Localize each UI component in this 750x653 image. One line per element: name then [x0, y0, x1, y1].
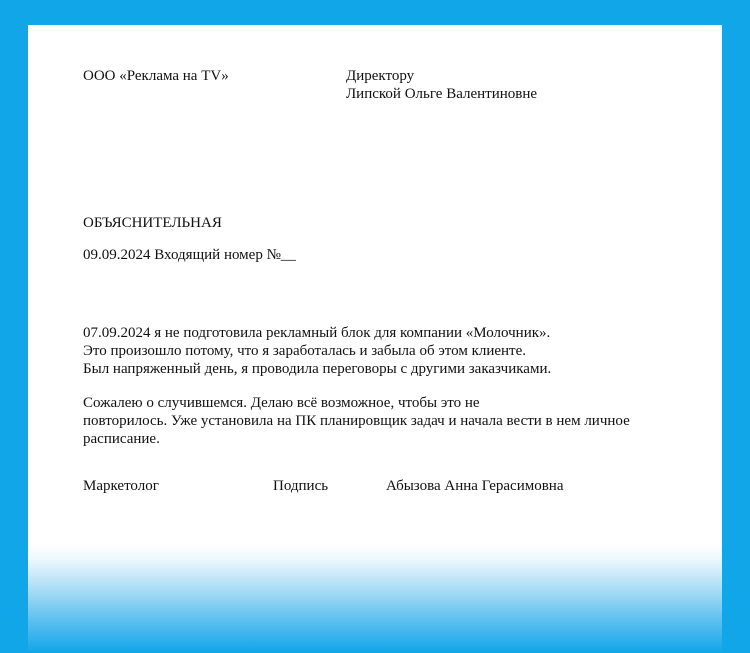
document-sheet [28, 25, 722, 653]
signature-label: Подпись [273, 478, 329, 494]
paragraph-line: Сожалею о случившемся. Делаю всё возможное, чтобы это не [83, 395, 480, 411]
signer-name: Абызова Анна Герасимовна [386, 478, 564, 494]
paragraph-line: 07.09.2024 я не подготовила рекламный блок для компании «Молочник». [83, 325, 551, 341]
paragraph-line: Это произошло потому, что я заработалась и забыла об этом клиенте. [83, 343, 527, 359]
recipient-name: Липской Ольге Валентиновне [346, 86, 538, 102]
explanation-paragraph-2 [83, 394, 630, 448]
explanation-paragraph-1 [83, 324, 551, 378]
paragraph-line: Был напряженный день, я проводила переговоры с другими заказчиками. [83, 361, 552, 377]
recipient-title: Директору [346, 68, 415, 84]
paragraph-line: расписание. [83, 431, 160, 447]
paragraph-line: повторилось. Уже установила на ПК планировщик задач и начала вести в нем личное [83, 413, 630, 429]
date-incoming-number: 09.09.2024 Входящий номер №__ [83, 247, 296, 263]
company-name: ООО «Реклама на TV» [83, 68, 229, 84]
signer-position: Маркетолог [83, 478, 159, 494]
document-title: ОБЪЯСНИТЕЛЬНАЯ [83, 215, 222, 231]
